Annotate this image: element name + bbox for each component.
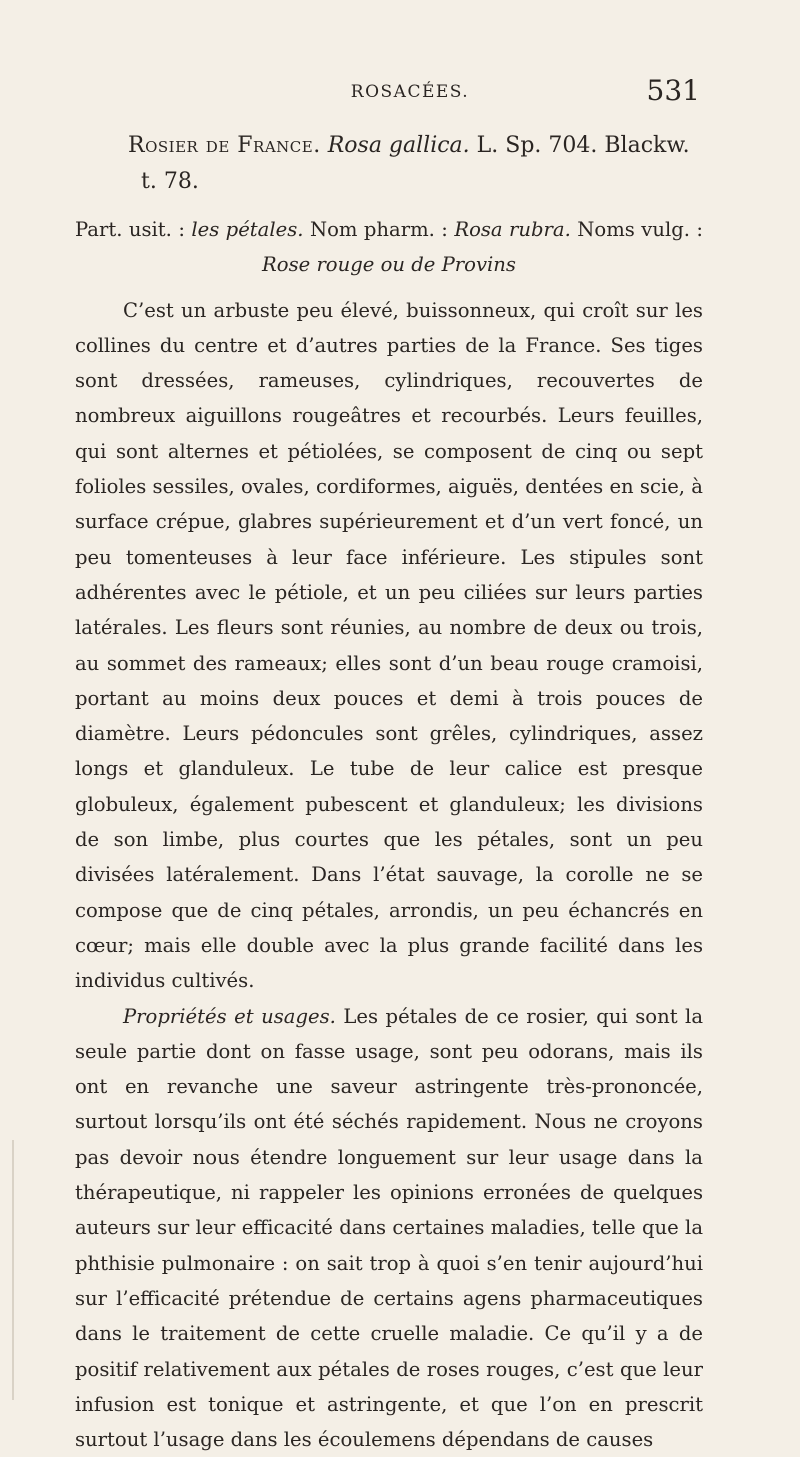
properties-text: Les pétales de ce rosier, qui sont la seule partie dont on fasse usage, sont peu odorans, mais ils ont en revanche une saveur astringente très-prononcée, surtout lorsqu’ils ont été séchés rapidement. Nous ne croyons pas devoir nous étendre longuement sur leur usage dans la thérapeutique, ni rappeler les opinions erronées de quelques auteurs sur leur efficacité dans certaines maladies, telle que la phthisie pulmonaire : on sait trop à quoi s’en tenir aujourd’hui sur l’efficacité prétendue de certains agens pharmaceutiques dans le traitement de cette cruelle maladie. Ce qu’il y a de positif relativement aux pétales de roses rouges, c’est que leur infusion est tonique et astringente, et que l’on en prescrit surtout l’usage dans les écoulemens dépendans de causes: [75, 1004, 704, 1452]
species-common-name: Rosier de France.: [128, 133, 321, 158]
description-paragraph: C’est un arbuste peu élevé, buissonneux, qui croît sur les collines du centre et d’autres parties de la France. Ses tiges sont dressées, rameuses, cylindriques, recouvertes de nombreux aiguillons rougeâtres et recourbés. Leurs feuilles, qui sont alternes et pétiolées, se composent de cinq ou sept folioles sessiles, ovales, cordiformes, aiguës, dentées en scie, à surface crépue, glabres supérieurement et d’un vert foncé, un peu tomenteuses à leur face inférieure. Les stipules sont adhérentes avec le pétiole, et un peu ciliées sur leurs parties latérales. Les fleurs sont réunies, au nombre de deux ou trois, au sommet des rameaux; elles sont d’un beau rouge cramoisi, portant au moins deux pouces et demi à trois pouces de diamètre. Leurs pédoncules sont grêles, cylindriques, assez longs et glanduleux. Le tube de leur calice est presque globuleux, également pubescent et glanduleux; les divisions de son limbe, plus courtes que les pétales, sont un peu divisées latéralement. Dans l’état sauvage, la corolle ne se compose que de cinq pétales, arrondis, un peu échancrés en cœur; mais elle double avec la plus grande facilité dans les individus cultivés.: [75, 298, 703, 993]
entry-title: [75, 128, 703, 200]
properties-label: Propriétés et usages.: [123, 1004, 336, 1028]
running-head: ROSACÉES.: [350, 82, 470, 102]
page-number: 531: [646, 74, 700, 107]
vulg-label: Noms vulg. :: [577, 218, 703, 241]
vulgar-names: Rose rouge ou de Provins: [262, 253, 516, 277]
part-label: Part. usit. :: [75, 218, 185, 241]
usage-line: [75, 212, 703, 247]
page-header: [120, 74, 700, 122]
properties-paragraph: [75, 999, 703, 1457]
pharm-value: Rosa rubra.: [454, 218, 571, 241]
part-value: les pétales.: [191, 218, 304, 241]
species-latin-name: Rosa gallica.: [327, 133, 470, 158]
usage-block: [75, 212, 703, 283]
body-text: [75, 128, 703, 1457]
page-edge-shadow: [12, 1140, 14, 1400]
species-reference: L. Sp. 704. Blackw. t. 78.: [141, 133, 690, 194]
pharm-label: Nom pharm. :: [309, 218, 448, 241]
